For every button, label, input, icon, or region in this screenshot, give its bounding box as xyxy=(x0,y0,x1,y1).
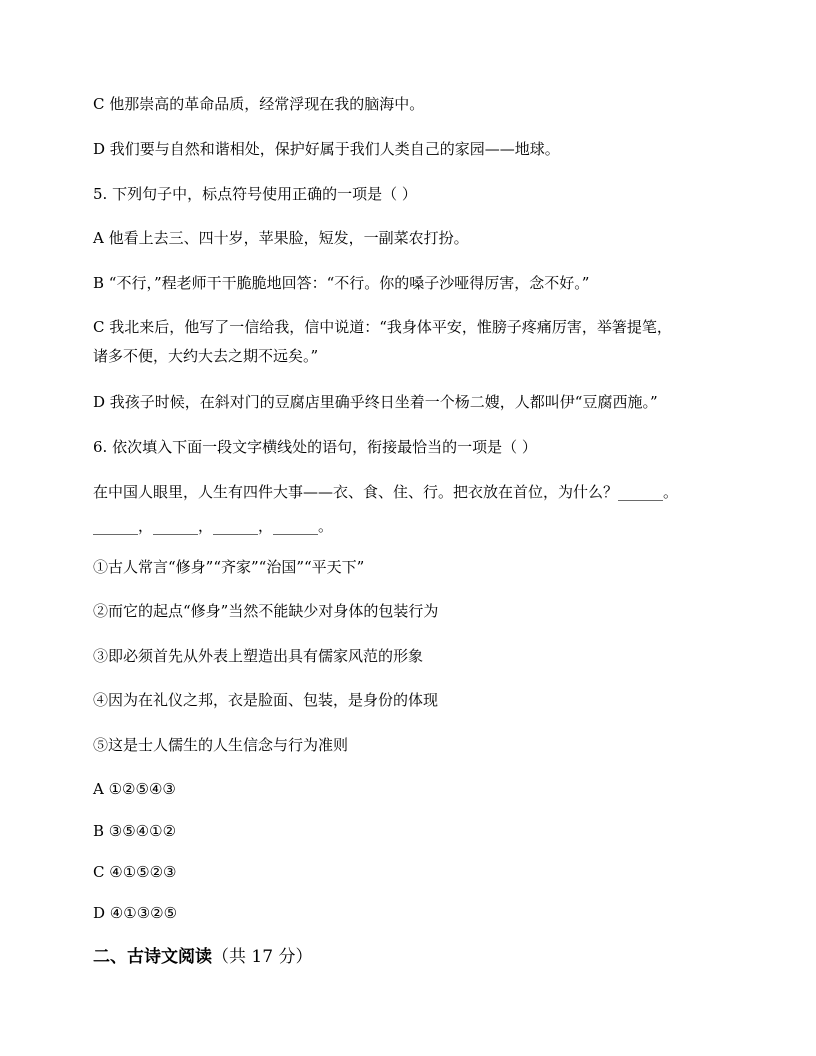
question-6-stem: 6. 依次填入下面一段文字横线处的语句，衔接最恰当的一项是（ ） xyxy=(93,438,537,456)
question-6-option-c: C ④①⑤②③ xyxy=(93,863,177,881)
sentence-4: ④因为在礼仪之邦，衣是脸面、包装，是身份的体现 xyxy=(93,691,439,709)
question-5-option-c: C 我北来后，他写了一信给我，信中说道：“我身体平安，惟膀子疼痛厉害，举箸提笔， xyxy=(93,318,672,336)
question-6-option-a: A ①②⑤④③ xyxy=(93,780,176,798)
option-c-line: C 他那崇高的革命品质，经常浮现在我的脑海中。 xyxy=(93,95,425,113)
section-heading xyxy=(93,942,312,972)
sentence-3: ③即必须首先从外表上塑造出具有儒家风范的形象 xyxy=(93,647,424,665)
question-6-option-d: D ④①③②⑤ xyxy=(93,904,178,922)
question-5-option-a: A 他看上去三、四十岁，苹果脸，短发，一副菜农打扮。 xyxy=(93,229,469,247)
question-5-option-b: B “不行，”程老师干干脆脆地回答：“不行。你的嗓子沙哑得厉害，念不好。” xyxy=(93,274,590,292)
question-6-passage: 在中国人眼里，人生有四件大事——衣、食、住、行。把衣放在首位，为什么？______。 xyxy=(93,483,679,501)
sentence-5: ⑤这是士人儒生的人生信念与行为准则 xyxy=(93,736,349,754)
question-5-stem: 5. 下列句子中，标点符号使用正确的一项是（ ） xyxy=(93,185,417,203)
section-heading-score: （共 17 分） xyxy=(212,947,313,967)
sentence-1: ①古人常言“修身”“齐家”“治国”“平天下” xyxy=(93,558,365,576)
question-6-option-b: B ③⑤④①② xyxy=(93,822,177,840)
question-5-option-d: D 我孩子时候，在斜对门的豆腐店里确乎终日坐着一个杨二嫂，人都叫伊“豆腐西施。” xyxy=(93,393,658,411)
section-heading-title: 二、古诗文阅读 xyxy=(93,947,212,967)
question-5-option-c-cont: 诸多不便，大约大去之期不远矣。” xyxy=(93,347,319,365)
option-d-line: D 我们要与自然和谐相处，保护好属于我们人类自己的家园——地球。 xyxy=(93,140,560,158)
sentence-2: ②而它的起点“修身”当然不能缺少对身体的包装行为 xyxy=(93,602,439,620)
question-6-passage-blanks: ______，______，______，______。 xyxy=(93,517,334,535)
